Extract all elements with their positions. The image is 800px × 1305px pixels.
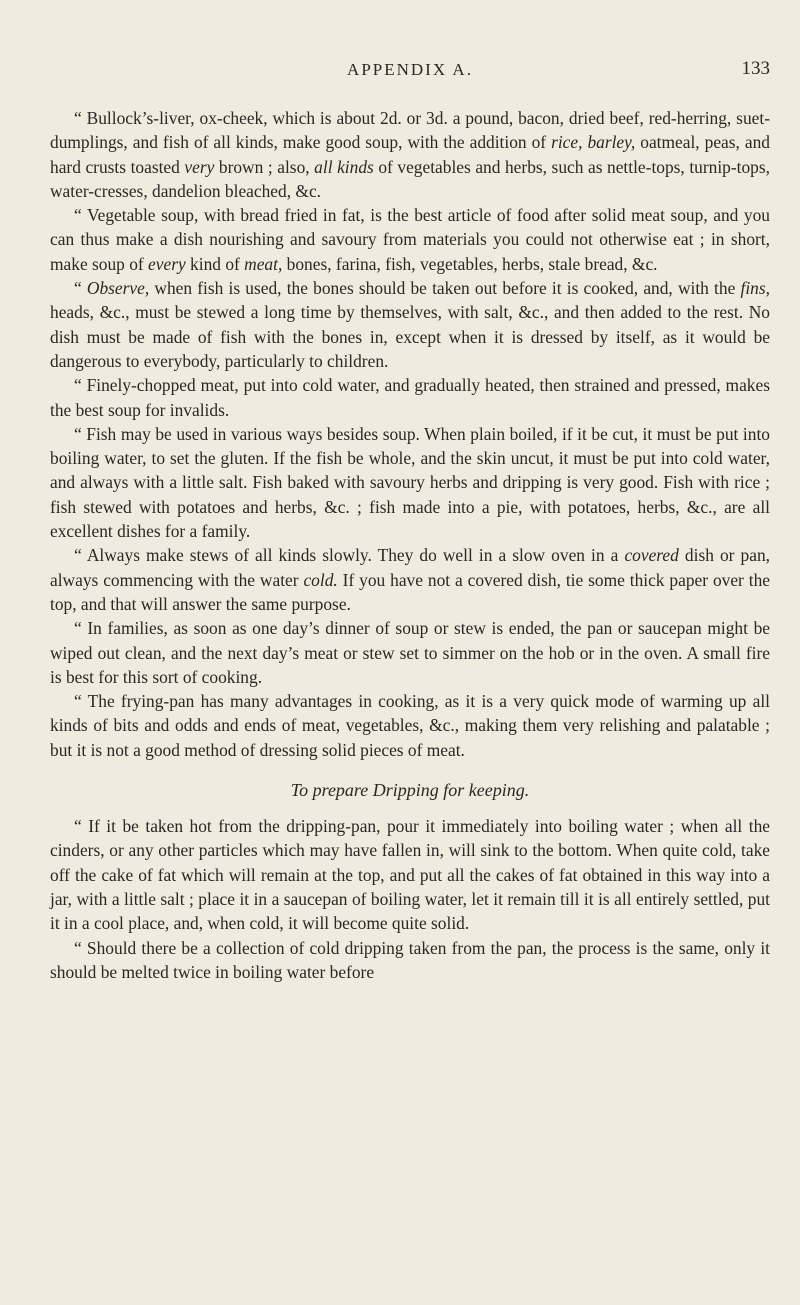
paragraph: [50, 203, 770, 276]
text-run: “ The frying-pan has many advantages in cooking, as it is a very quick mode of warming up all kinds of bits and odds and ends of meat, vegetables, &c., making them very relishing and palatable ; but it is not a good method of dressing solid pieces of meat.: [50, 691, 770, 760]
text-run: “ Vegetable soup, with bread fried in fat, is the best article of food after solid meat soup, and you can thus make a dish nourishing and savoury from materials you could not otherwise eat ; in short, make soup of: [50, 205, 770, 274]
text-run: of vegetables and herbs, such as nettle-tops, turnip-tops, water-cresses, dandelion bleached, &c.: [50, 156, 770, 201]
text-run: kind of: [185, 253, 245, 274]
text-run: heads, &c., must be stewed a long time by themselves, with salt, &c., and then added to the rest. No dish must be made of fish with the bones in, except when it is dressed by itself, as it would be dangerous to everybody, particularly to children.: [50, 302, 770, 371]
paragraph: [50, 616, 770, 689]
text-run: “ Finely-chopped meat, put into cold water, and gradually heated, then strained and pressed, makes the best soup for invalids.: [50, 375, 770, 420]
text-run: oatmeal, peas, and hard crusts toasted: [50, 132, 770, 177]
paragraph: [50, 276, 770, 373]
text-run: “ In families, as soon as one day’s dinner of soup or stew is ended, the pan or saucepan might be wiped out clean, and the next day’s meat or stew set to simmer on the hob or in the oven. A small fire is best for this sort of cooking.: [50, 618, 770, 687]
italic-text: Observe,: [86, 278, 150, 299]
text-run: “ Bullock’s-liver, ox-cheek, which is about 2d. or 3d. a pound, bacon, dried beef, red-herring, suet-dumplings, and fish of all kinds, make good soup, with the addition of: [50, 108, 770, 153]
page-number: 133: [741, 58, 770, 79]
paragraph: [50, 373, 770, 422]
italic-text: meat,: [244, 253, 283, 274]
italic-text: all kinds: [314, 156, 374, 177]
text-run: “ Always make stews of all kinds slowly. They do well in a slow oven in a: [74, 545, 625, 566]
text-run: when fish is used, the bones should be taken out before it is cooked, and, with the: [149, 278, 741, 299]
italic-text: very: [184, 156, 215, 177]
text-section-dripping: [50, 814, 770, 984]
text-run: “ Should there be a collection of cold dripping taken from the pan, the process is the same, only it should be melted twice in boiling water before: [50, 937, 770, 982]
body-text: [50, 106, 770, 984]
text-run: “ Fish may be used in various ways besides soup. When plain boiled, if it be cut, it must be put into boiling water, to set the gluten. If the fish be whole, and the skin uncut, it must be put into cold water, and always with a little salt. Fish baked with savoury herbs and dripping is very good. Fish with rice ; fish stewed with potatoes and herbs, &c. ; fish made into a pie, with potatoes, herbs, &c., are all excellent dishes for a family.: [50, 423, 770, 542]
paragraph: [50, 814, 770, 935]
paragraph: [50, 689, 770, 762]
paragraph: [50, 106, 770, 203]
italic-text: covered: [624, 545, 679, 566]
text-run: If you have not a covered dish, tie some thick paper over the top, and that will answer the same purpose.: [50, 569, 770, 614]
paragraph: [50, 543, 770, 616]
text-run: dish or pan, always commencing with the water: [50, 545, 770, 590]
text-run: “: [74, 278, 87, 299]
paragraph: [50, 422, 770, 543]
italic-text: cold.: [303, 569, 338, 590]
italic-text: every: [148, 253, 186, 274]
italic-text: rice, barley,: [551, 132, 636, 153]
text-run: bones, farina, fish, vegetables, herbs, stale bread, &c.: [282, 253, 658, 274]
text-section-soups: [50, 106, 770, 762]
book-page: [50, 60, 770, 984]
section-heading: To prepare Dripping for keeping.: [290, 780, 530, 801]
page-header: [50, 60, 770, 98]
text-run: brown ; also,: [214, 156, 315, 177]
text-run: “ If it be taken hot from the dripping-pan, pour it immediately into boiling water ; when all the cinders, or any other particles which may have fallen in, will sink to the bottom. When quite cold, take off the cake of fat which will remain at the top, and put all the cakes of fat obtained in this way into a jar, with a little salt ; place it in a saucepan of boiling water, let it remain till it is all entirely settled, put it in a cool place, and, when cold, it will become quite solid.: [50, 816, 770, 934]
running-head: APPENDIX A.: [347, 60, 473, 79]
paragraph: [50, 936, 770, 985]
italic-text: fins,: [740, 278, 770, 299]
